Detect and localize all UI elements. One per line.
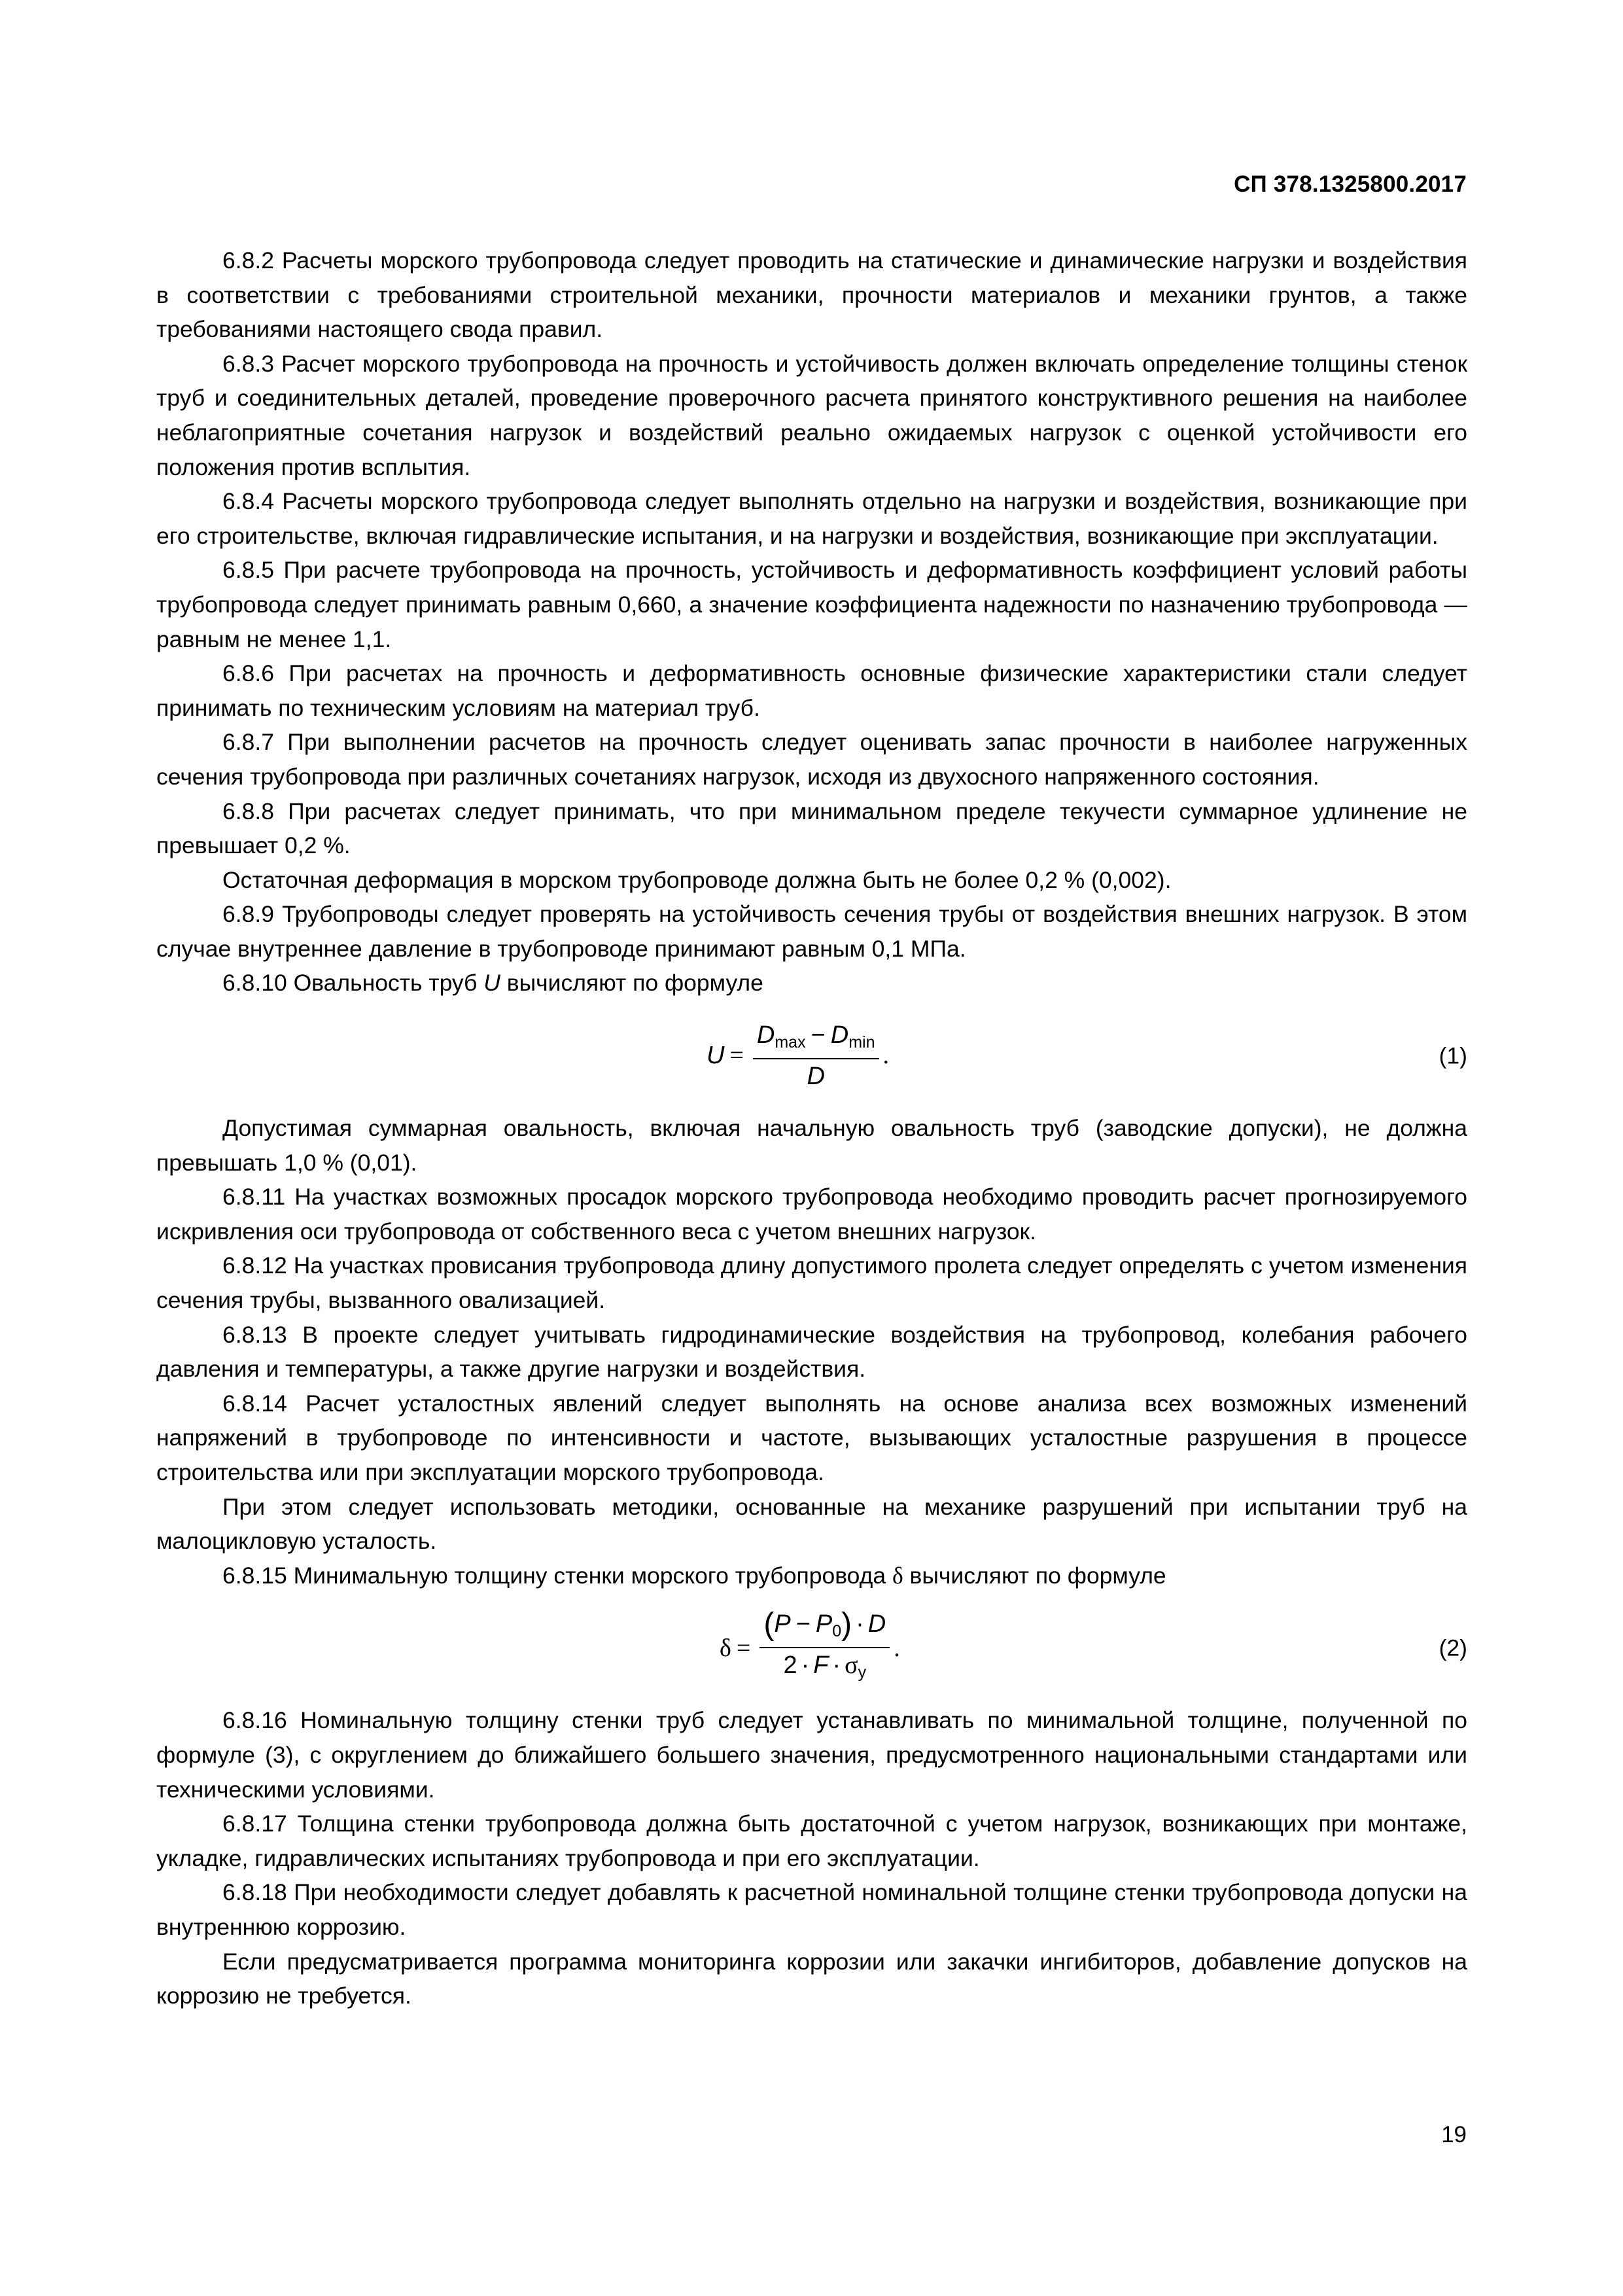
- formula-2-p0-var: P: [815, 1610, 833, 1638]
- formula-1-equals: =: [729, 1042, 744, 1070]
- formula-1-dmax-var: D: [756, 1021, 775, 1050]
- formula-1-number: (1): [1439, 1042, 1467, 1069]
- formula-2-sigma: σ: [845, 1651, 858, 1679]
- paragraph-6-8-15-lead: 6.8.15 Минимальную толщину стенки морского трубопровода: [222, 1562, 892, 1589]
- formula-2: [156, 1593, 1467, 1703]
- paragraph-6-8-16: 6.8.16 Номинальную толщину стенки труб следует устанавливать по минимальной толщине, полученной по формуле (3), с округлением до ближайшего большего значения, предусмотренного национальными стандартами или техническими условиями.: [156, 1707, 1467, 1803]
- paragraph-6-8-3: 6.8.3 Расчет морского трубопровода на прочность и устойчивость должен включать определение толщины стенок труб и соединительных деталей, проведение проверочного расчета принятого конструктивного решения на наиболее неблагоприятные сочетания нагрузок и воздействий реально ожидаемых нагрузок с оценкой устойчивости его положения против всплытия.: [156, 350, 1467, 480]
- paragraph-6-8-18: 6.8.18 При необходимости следует добавлять к расчетной номинальной толщине стенки трубопровода допуски на внутреннюю коррозию.: [156, 1879, 1467, 1940]
- paragraph-6-8-17: 6.8.17 Толщина стенки трубопровода должна быть достаточной с учетом нагрузок, возникающих при монтаже, укладке, гидравлических испытаниях трубопровода и при его эксплуатации.: [156, 1810, 1467, 1871]
- formula-1-fraction: [753, 1022, 879, 1089]
- formula-2-f-var: F: [813, 1651, 829, 1679]
- formula-1-expression: [707, 1000, 889, 1111]
- formula-2-lhs: δ: [720, 1634, 731, 1662]
- formula-2-left-paren: (: [763, 1606, 775, 1642]
- formula-2-dot-2: ·: [801, 1651, 810, 1679]
- page-number: 19: [1441, 2122, 1467, 2147]
- formula-2-fraction: [759, 1606, 890, 1686]
- paragraph-6-8-5: 6.8.5 При расчете трубопровода на прочность, устойчивость и деформативность коэффициент условий работы трубопровода следует принимать равным 0,660, а значение коэффициента надежности по назначению трубопровода — равным не менее 1,1.: [156, 557, 1467, 652]
- formula-1-dmax-sub: max: [775, 1033, 806, 1052]
- formula-2-sigma-sub: y: [858, 1663, 867, 1682]
- paragraph-6-8-6: 6.8.6 При расчетах на прочность и деформативность основные физические характеристики стали следует принимать по техническим условиям на материал труб.: [156, 660, 1467, 721]
- paragraph-6-8-10-tail: вычисляют по формуле: [500, 970, 763, 997]
- paragraph-6-8-10-lead: 6.8.10 Овальность труб: [222, 970, 484, 997]
- formula-2-p0-sub: 0: [832, 1621, 842, 1640]
- formula-2-period: .: [894, 1634, 900, 1662]
- formula-2-p-var: P: [774, 1610, 791, 1638]
- formula-2-d-var: D: [867, 1610, 886, 1638]
- formula-2-two: 2: [783, 1651, 797, 1679]
- paragraph-6-8-15: [156, 1559, 1467, 1593]
- formula-1-lhs: U: [707, 1042, 725, 1070]
- formula-1: [156, 1000, 1467, 1111]
- paragraph-6-8-7: 6.8.7 При выполнении расчетов на прочность следует оценивать запас прочности в наиболее нагруженных сечения трубопровода при различных сочетаниях нагрузок, исходя из двухосного напряженного состояния.: [156, 729, 1467, 790]
- paragraph-6-8-13: 6.8.13 В проекте следует учитывать гидродинамические воздействия на трубопровод, колебания рабочего давления и температуры, а также другие нагрузки и воздействия.: [156, 1321, 1467, 1383]
- formula-1-minus: −: [811, 1021, 826, 1050]
- formula-2-right-paren: ): [841, 1606, 852, 1642]
- formula-1-numerator: [753, 1022, 879, 1059]
- paragraph-6-8-2: 6.8.2 Расчеты морского трубопровода следует проводить на статические и динамические нагрузки и воздействия в соответствии с требованиями строительной механики, прочности материалов и механики грунтов, а также требованиями настоящего свода правил.: [156, 247, 1467, 343]
- formula-1-dmin-var: D: [830, 1021, 849, 1050]
- formula-2-dot-3: ·: [832, 1651, 841, 1679]
- paragraph-residual-deformation: Остаточная деформация в морском трубопроводе должна быть не более 0,2 % (0,002).: [222, 866, 1172, 893]
- formula-2-minus: −: [795, 1610, 811, 1638]
- formula-2-denominator: [783, 1648, 866, 1686]
- document-body: [156, 243, 1467, 2013]
- paragraph-6-8-4: 6.8.4 Расчеты морского трубопровода следует выполнять отдельно на нагрузки и воздействия, возникающие при его строительстве, включая гидравлические испытания, и на нагрузки и воздействия, возникающие при эксплуатации.: [156, 488, 1467, 549]
- document-code-header: СП 378.1325800.2017: [1234, 171, 1467, 197]
- formula-2-dot-1: ·: [856, 1610, 864, 1638]
- paragraph-6-8-15-tail: вычисляют по формуле: [903, 1562, 1166, 1589]
- formula-1-period: .: [882, 1042, 890, 1070]
- wall-thickness-variable: δ: [892, 1562, 903, 1589]
- paragraph-6-8-9: 6.8.9 Трубопроводы следует проверять на устойчивость сечения трубы от воздействия внешних нагрузок. В этом случае внутреннее давление в трубопроводе принимают равным 0,1 МПа.: [156, 901, 1467, 962]
- paragraph-6-8-11: 6.8.11 На участках возможных просадок морского трубопровода необходимо проводить расчет прогнозируемого искривления оси трубопровода от собственного веса с учетом внешних нагрузок.: [156, 1184, 1467, 1245]
- paragraph-6-8-8: 6.8.8 При расчетах следует принимать, что при минимальном пределе текучести суммарное удлинение не превышает 0,2 %.: [156, 798, 1467, 859]
- formula-2-expression: [720, 1593, 900, 1703]
- paragraph-6-8-12: 6.8.12 На участках провисания трубопровода длину допустимого пролета следует определять с учетом изменения сечения трубы, вызванного овализацией.: [156, 1252, 1467, 1314]
- formula-1-dmin-sub: min: [848, 1033, 875, 1052]
- paragraph-corrosion-monitoring: Если предусматривается программа мониторинга коррозии или закачки ингибиторов, добавление допусков на коррозию не требуется.: [156, 1948, 1467, 2009]
- formula-1-denominator: D: [807, 1063, 825, 1091]
- paragraph-6-8-14: 6.8.14 Расчет усталостных явлений следует выполнять на основе анализа всех возможных изменений напряжений в трубопроводе по интенсивности и частоте, вызывающих усталостные разрушения в процессе строительства или при эксплуатации морского трубопровода.: [156, 1390, 1467, 1485]
- paragraph-ovality-limit: Допустимая суммарная овальность, включая начальную овальность труб (заводские допуски), не должна превышать 1,0 % (0,01).: [156, 1115, 1467, 1176]
- formula-2-equals: =: [736, 1634, 751, 1662]
- paragraph-methods: При этом следует использовать методики, основанные на механике разрушений при испытании труб на малоцикловую усталость.: [156, 1493, 1467, 1555]
- formula-2-numerator: [759, 1606, 890, 1648]
- ovality-variable: U: [483, 970, 500, 997]
- formula-2-number: (2): [1439, 1634, 1467, 1661]
- paragraph-6-8-10: [156, 966, 1467, 1000]
